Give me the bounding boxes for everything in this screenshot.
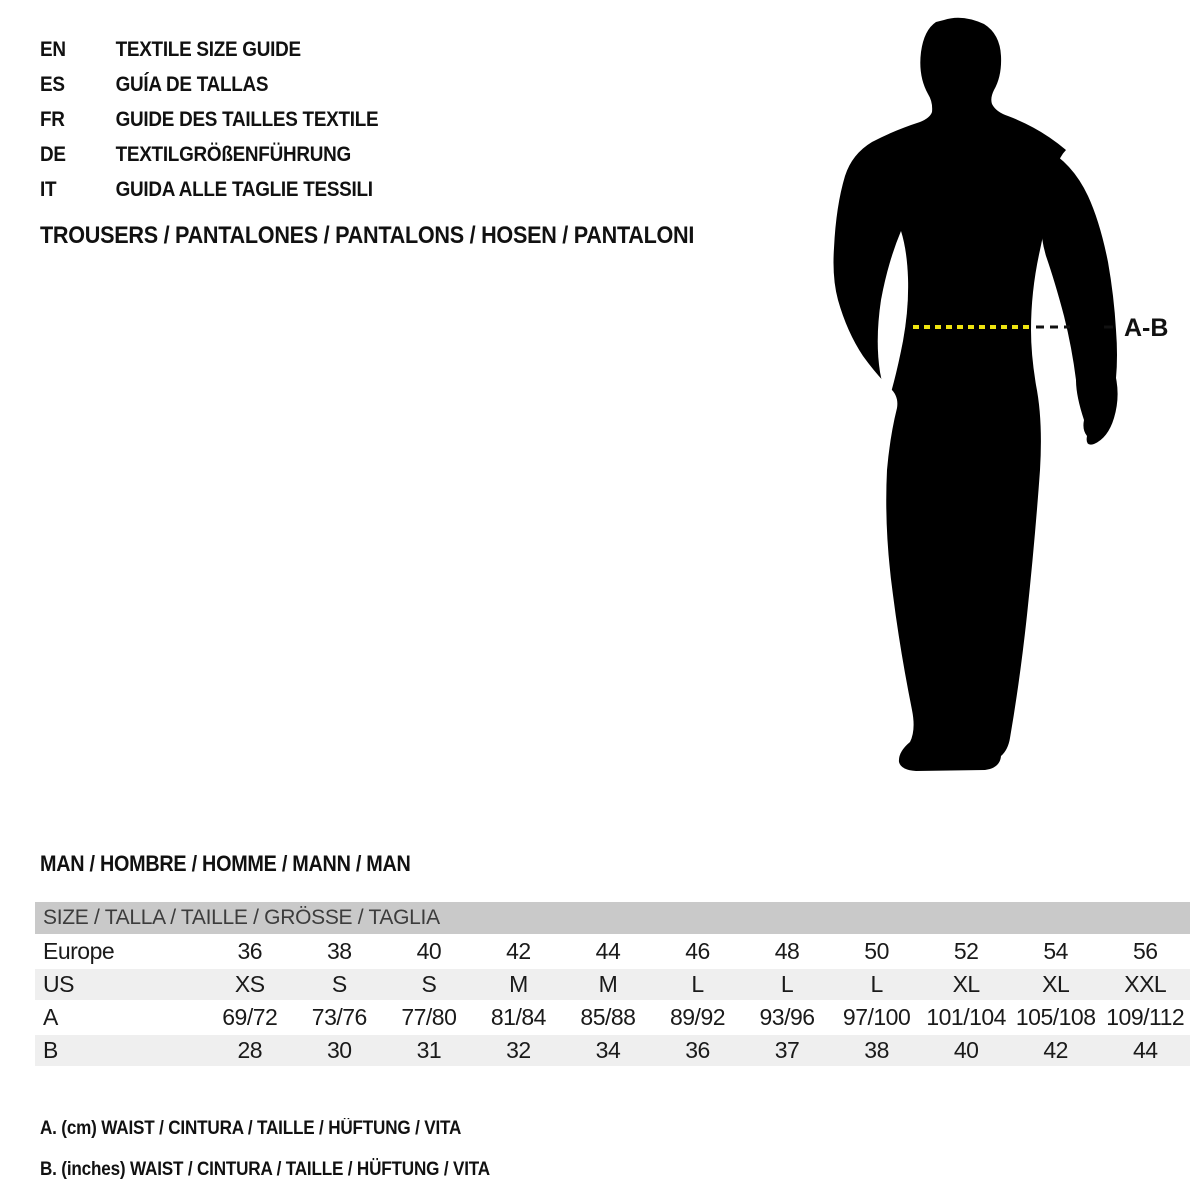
legend-line-b: B. (inches) WAIST / CINTURA / TAILLE / HÜFTUNG / VITA bbox=[40, 1158, 490, 1180]
table-cell: 105/108 bbox=[1015, 1004, 1096, 1030]
table-cell: XL bbox=[952, 971, 980, 997]
section-title: MAN / HOMBRE / HOMME / MANN / MAN bbox=[40, 851, 411, 876]
measurement-legend bbox=[40, 1108, 490, 1190]
table-cell: 34 bbox=[595, 1037, 621, 1063]
table-cell: L bbox=[780, 971, 794, 997]
legend-line-a: A. (cm) WAIST / CINTURA / TAILLE / HÜFTUNG / VITA bbox=[40, 1117, 462, 1139]
lang-row-es bbox=[40, 67, 378, 102]
table-cell: 42 bbox=[506, 938, 531, 964]
lang-code: EN bbox=[40, 37, 66, 61]
language-list bbox=[40, 32, 378, 207]
row-label: B bbox=[43, 1037, 58, 1063]
table-cell: 36 bbox=[685, 1037, 710, 1063]
size-table bbox=[35, 902, 1190, 1068]
table-cell: M bbox=[598, 971, 618, 997]
lang-title: GUIDE DES TAILLES TEXTILE bbox=[115, 107, 379, 131]
table-cell: 38 bbox=[864, 1037, 889, 1063]
lang-title: GUIDA ALLE TAGLIE TESSILI bbox=[115, 177, 373, 201]
table-cell: L bbox=[691, 971, 704, 997]
table-cell: 32 bbox=[506, 1037, 531, 1063]
table-cell: S bbox=[421, 971, 437, 997]
table-cell: XXL bbox=[1124, 971, 1167, 997]
table-cell: 73/76 bbox=[311, 1004, 367, 1030]
table-cell: 40 bbox=[416, 938, 442, 964]
size-table-header: SIZE / TALLA / TAILLE / GRÖSSE / TAGLIA bbox=[35, 902, 1190, 934]
table-cell: XL bbox=[1042, 971, 1070, 997]
table-cell: M bbox=[509, 971, 528, 997]
table-cell: 81/84 bbox=[490, 1004, 546, 1030]
table-cell: 56 bbox=[1132, 938, 1158, 964]
row-label: A bbox=[43, 1004, 58, 1030]
table-cell: 89/92 bbox=[669, 1004, 726, 1030]
category-title: TROUSERS / PANTALONES / PANTALONS / HOSEN / PANTALONI bbox=[40, 222, 695, 249]
table-cell: 40 bbox=[953, 1037, 979, 1063]
lang-code: FR bbox=[40, 107, 65, 131]
lang-row-fr bbox=[40, 102, 378, 137]
lang-code: DE bbox=[40, 142, 66, 166]
row-label: Europe bbox=[43, 938, 115, 964]
table-cell: 44 bbox=[1132, 1037, 1158, 1063]
silhouette-right-arm bbox=[1038, 148, 1118, 445]
table-cell: 52 bbox=[953, 938, 979, 964]
man-silhouette-svg bbox=[820, 0, 1200, 800]
table-row-b-inches bbox=[35, 1035, 1190, 1066]
table-cell: 101/104 bbox=[926, 1004, 1006, 1030]
row-label: US bbox=[43, 971, 74, 997]
table-cell: 109/112 bbox=[1106, 1004, 1185, 1030]
lang-code: IT bbox=[40, 177, 57, 201]
lang-row-it bbox=[40, 172, 378, 207]
table-cell: 36 bbox=[237, 938, 263, 964]
man-silhouette-figure bbox=[820, 0, 1200, 800]
table-cell: L bbox=[870, 971, 883, 997]
table-cell: 48 bbox=[774, 938, 800, 964]
table-row-a-cm bbox=[35, 1002, 1190, 1033]
lang-title: TEXTILGRÖßENFÜHRUNG bbox=[115, 142, 351, 166]
table-cell: 97/100 bbox=[842, 1004, 911, 1030]
table-cell: XS bbox=[234, 971, 265, 997]
lang-row-de bbox=[40, 137, 378, 172]
table-cell: 77/80 bbox=[401, 1004, 457, 1030]
table-cell: S bbox=[331, 971, 347, 997]
table-cell: 69/72 bbox=[222, 1004, 278, 1030]
table-row-us bbox=[35, 969, 1190, 1000]
lang-row-en bbox=[40, 32, 378, 67]
table-cell: 31 bbox=[416, 1037, 442, 1063]
table-cell: 28 bbox=[237, 1037, 263, 1063]
measure-label-ab: A-B bbox=[1124, 314, 1169, 342]
table-row-europe bbox=[35, 936, 1190, 967]
table-cell: 46 bbox=[685, 938, 710, 964]
silhouette-body bbox=[834, 18, 1067, 771]
table-cell: 44 bbox=[595, 938, 621, 964]
table-cell: 85/88 bbox=[580, 1004, 636, 1030]
table-cell: 30 bbox=[327, 1037, 352, 1063]
table-cell: 38 bbox=[327, 938, 352, 964]
lang-title: GUÍA DE TALLAS bbox=[115, 72, 269, 96]
table-cell: 54 bbox=[1043, 938, 1068, 964]
table-cell: 93/96 bbox=[759, 1004, 815, 1030]
lang-code: ES bbox=[40, 72, 65, 96]
table-cell: 37 bbox=[774, 1037, 800, 1063]
table-cell: 50 bbox=[864, 938, 889, 964]
table-cell: 42 bbox=[1043, 1037, 1068, 1063]
lang-title: TEXTILE SIZE GUIDE bbox=[115, 37, 301, 61]
